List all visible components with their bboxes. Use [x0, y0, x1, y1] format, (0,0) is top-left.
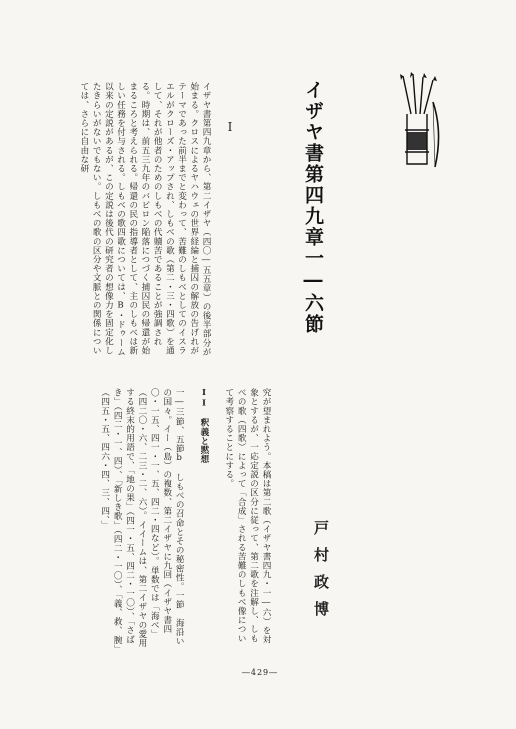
article-title: イザヤ書第四九章一―六節	[302, 80, 324, 335]
page-number: ―429―	[241, 668, 279, 677]
body-paragraph-intro: 究が望まれよう。本稿は第二歌（イザヤ書四九・一―六）を対象とするが、一応定説の区分に従って、第二歌を注解し、しもべの歌（四歌）によって「合成」される苦難のしもべ像について考察することにする。	[223, 388, 271, 645]
author-name: 戸村政博	[312, 520, 330, 628]
section-heading-1: I	[223, 120, 237, 134]
body-paragraph-exegesis: 一―三節、五節b しもべの召命とその秘密性。一節 海沿いの国々。イー（島）の複数、第二イザヤに九回（イザヤ書四〇・一五、四一・一、五、四二・四など）。単数では「海べ」（四二〇・六、二三・二、六）。イイームは、第二イザヤの愛用する終末的用語で、「地の果」（四一・五、四二・一〇）、「さばき」（四二・一、四）、「新しき歌」（四二・一〇）、「義、救、腕」（四五・五、四六・四、三、四、」	[99, 388, 185, 650]
body-text-lower	[82, 388, 272, 650]
quiver-logo-icon	[393, 72, 448, 172]
section-heading-2: II 釈義と黙想	[198, 388, 209, 464]
body-text-upper: イザヤ書第四九章から、第二イザヤ（四〇―五五章）の後半部分が始まる。クロスによるヤハウェの世界経綸と捕囚の解放の告げれがテーマであった前半までと変わって、苦難のしもべとしてのイスラエルがクローズ・アップされ、しもべの歌（第二・三・四歌）を通して、それが他者のためのしもべの代贖苦であることが強調される。時期は、前五三九年のバビロン陥落につづく捕囚民の帰還が始まるころと考えられる。帰還の民の指導者として、主のしもべは新しい任務を付与される。しもべの歌四歌については、B・ドゥーム以来の定説があるが、この定説は後代の研究者の想像力を固定化したきらいがないでもない。しもべの歌の区分や文脈との関係については、さらに自由な研	[78, 82, 211, 357]
